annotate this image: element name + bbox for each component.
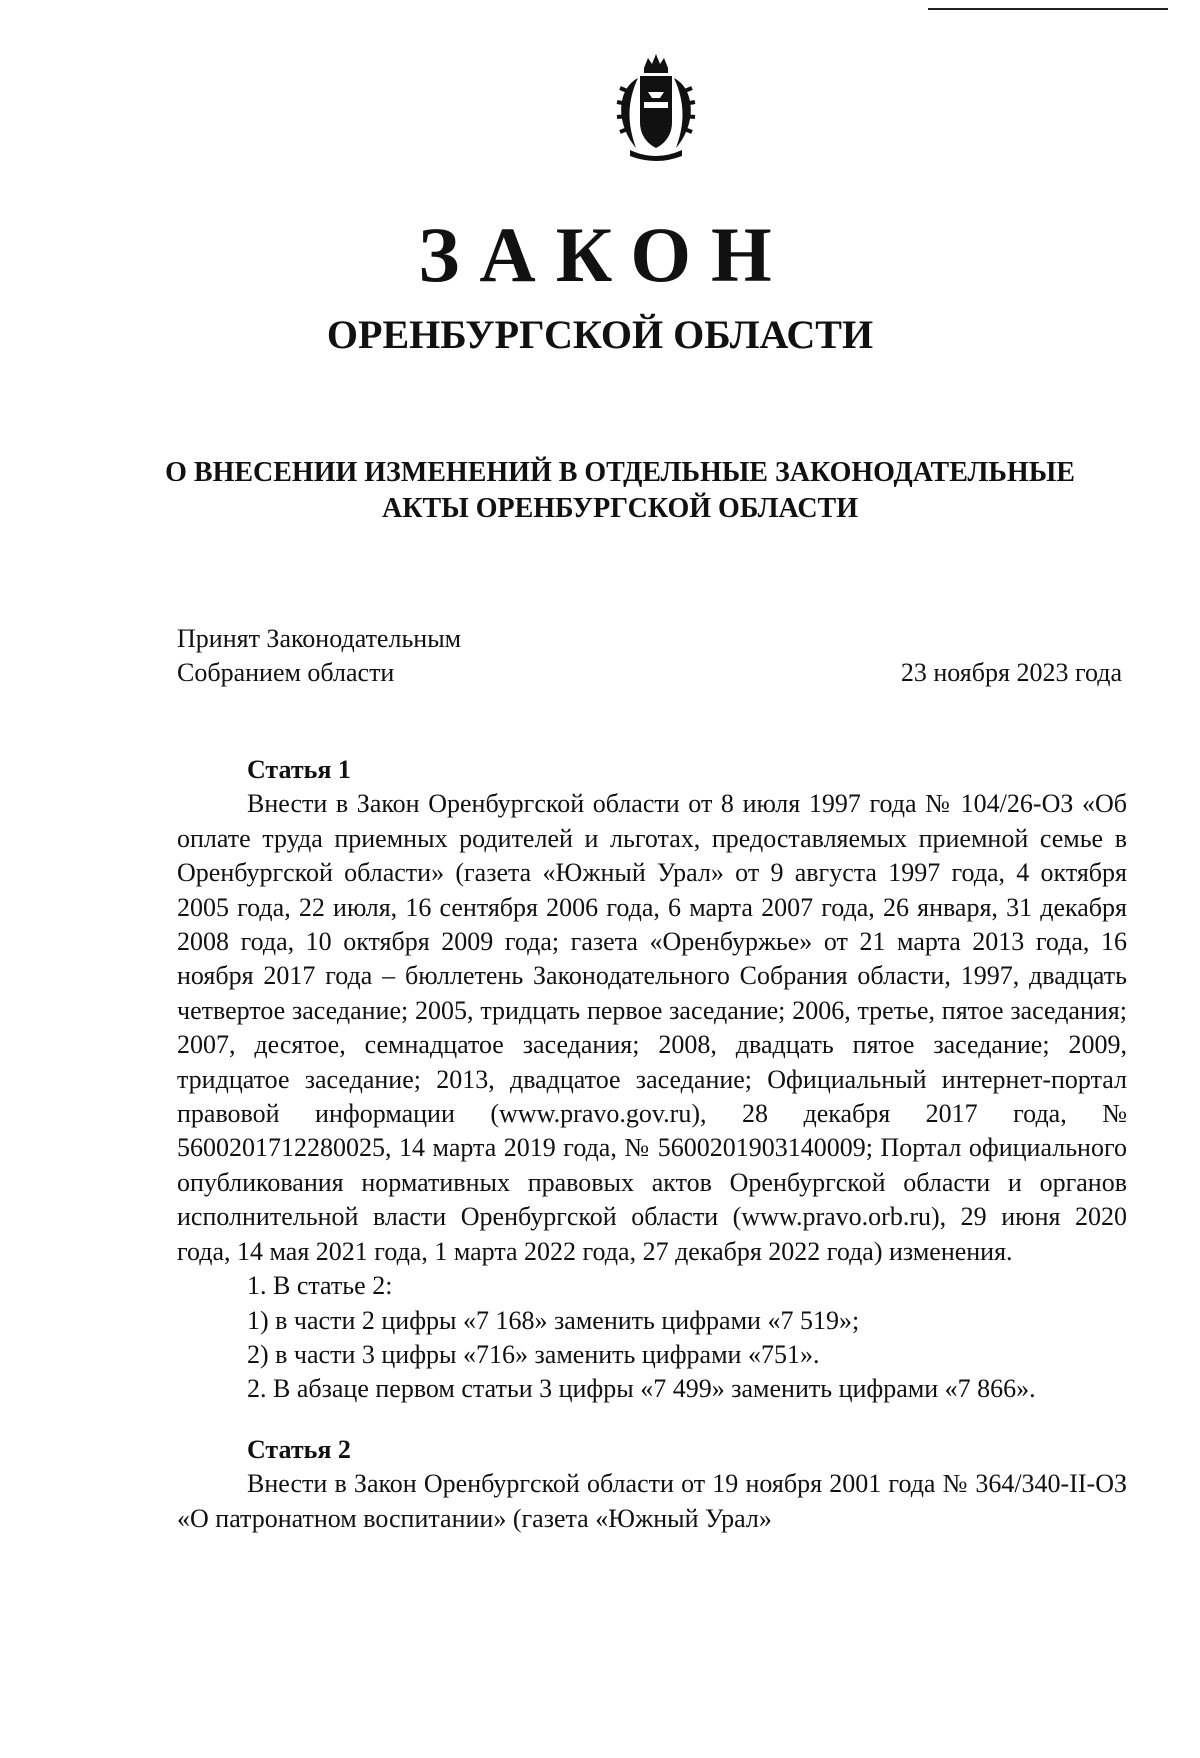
law-heading-line: АКТЫ ОРЕНБУРГСКОЙ ОБЛАСТИ — [382, 493, 858, 524]
article-1-title: Статья 1 — [247, 755, 351, 784]
adoption-line — [177, 656, 1132, 690]
article-2-title: Статья 2 — [247, 1434, 351, 1464]
article-1-item: 1) в части 2 цифры «7 168» заменить цифрами «7 519»; — [247, 1305, 860, 1335]
coat-of-arms-icon — [608, 52, 704, 164]
law-heading — [120, 455, 1120, 527]
adoption-text: Принят Законодательным — [177, 624, 462, 653]
adoption-block — [177, 622, 1132, 690]
adoption-line — [177, 622, 1132, 656]
article-2-text: Внести в Закон Оренбургской области от 19 ноября 2001 года № 364/340-II-ОЗ «О патронатном воспитании» (газета «Южный Урал» — [177, 1469, 1127, 1533]
document-subtitle: ОРЕНБУРГСКОЙ ОБЛАСТИ — [326, 312, 874, 357]
document-body — [177, 753, 1127, 1536]
law-heading-line: О ВНЕСЕНИИ ИЗМЕНЕНИЙ В ОТДЕЛЬНЫЕ ЗАКОНОДАТЕЛЬНЫЕ — [165, 457, 1075, 488]
article-1-item: 1. В статье 2: — [247, 1271, 393, 1301]
adoption-text: Собранием области — [177, 658, 395, 687]
article-1-item: 2) в части 3 цифры «716» заменить цифрами «751». — [247, 1339, 820, 1369]
document-title: ЗАКОН — [418, 211, 792, 298]
adoption-date: 23 ноября 2023 года — [900, 658, 1122, 687]
article-1-item: 2. В абзаце первом статьи 3 цифры «7 499» заменить цифрами «7 866». — [247, 1374, 1036, 1404]
spacer — [177, 1407, 1127, 1433]
article-1-text: Внести в Закон Оренбургской области от 8 июля 1997 года № 104/26-ОЗ «Об оплате труда приемных родителей и льготах, предоставляемых приемной семье в Оренбургской области» (газета «Южный Урал» от 9 августа 1997 года, 4 октября 2005 года, 22 июля, 16 сентября 2006 года, 6 марта 2007 года, 26 января, 31 декабря 2008 года, 10 октября 2009 года; газета «Оренбуржье» от 21 марта 2013 года, 16 ноября 2017 года – бюллетень Законодательного Собрания области, 1997, двадцать четвертое заседание; 2005, тридцать первое заседание; 2006, третье, пятое заседания; 2007, десятое, семнадцатое заседания; 2008, двадцать пятое заседание; 2009, тридцатое заседание; 2013, двадцатое заседание; Официальный интернет-портал правовой информации (www.pravo.gov.ru), 28 декабря 2017 года, № 5600201712280025, 14 марта 2019 года, № 5600201903140009; Портал официального опубликования нормативных правовых актов Оренбургской области и органов исполнительной власти Оренбургской области (www.pravo.orb.ru), 29 июня 2020 года, 14 мая 2021 года, 1 марта 2022 года, 27 декабря 2022 года) изменения. — [177, 789, 1127, 1266]
top-rule — [928, 8, 1168, 10]
